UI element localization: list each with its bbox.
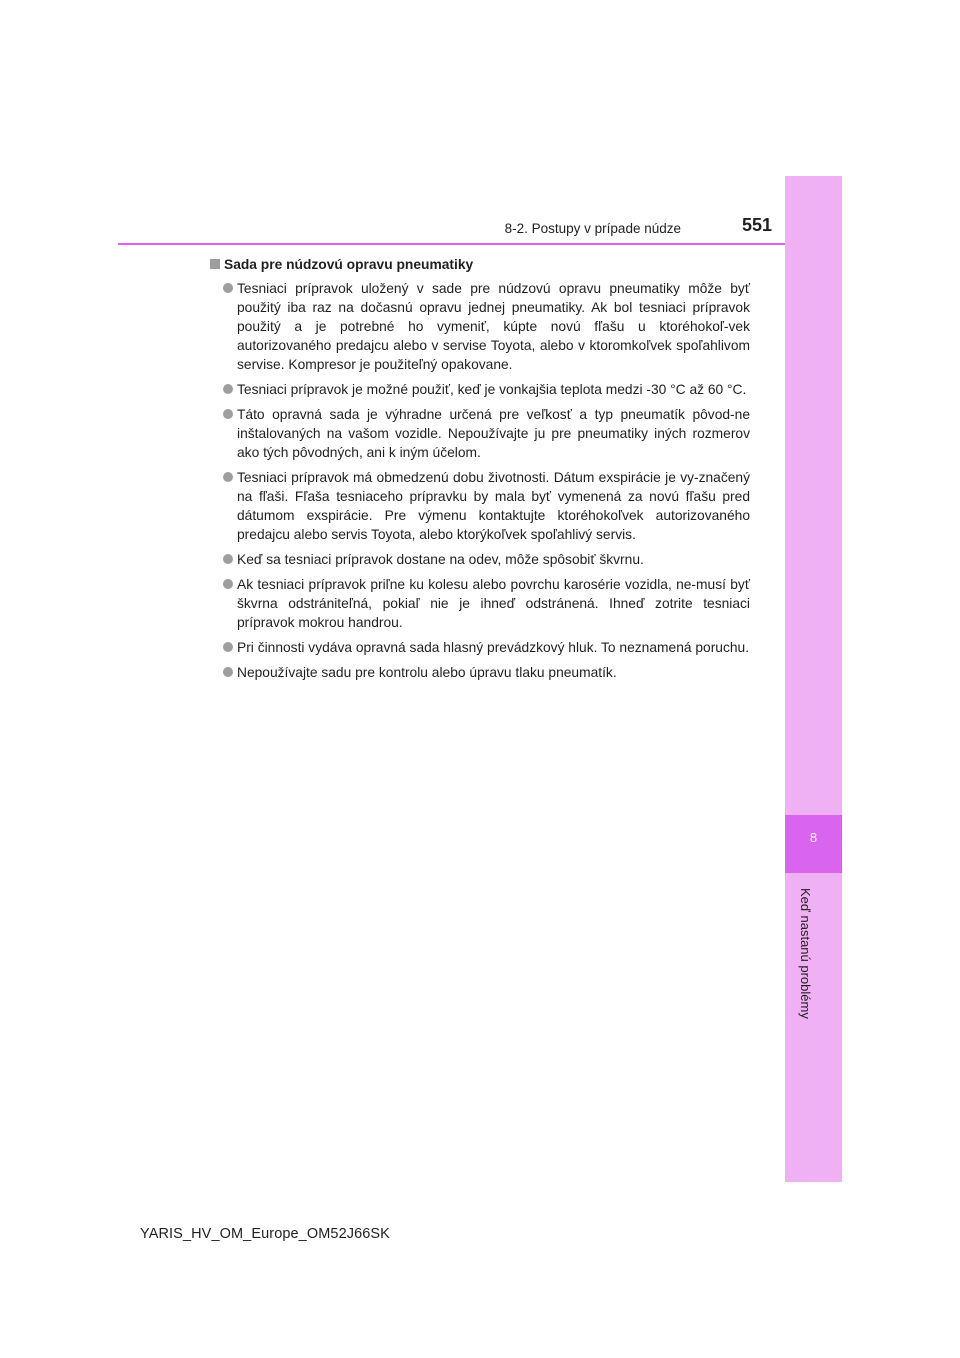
chapter-side-tab xyxy=(785,176,842,1182)
circle-bullet-icon xyxy=(223,409,233,419)
list-item-text: Nepoužívajte sadu pre kontrolu alebo úpravu tlaku pneumatík. xyxy=(237,665,617,680)
list-item xyxy=(210,575,750,632)
list-item-text: Tesniaci prípravok má obmedzenú dobu životnosti. Dátum exspirácie je vy-značený na fľaši. Fľaša tesniaceho prípravku by mala byť vymenená za novú fľašu pred dátumom exspirácie. Pre výmenu kontaktujte ktoréhokoľvek autorizovaného predajcu alebo servis Toyota, alebo ktorýkoľvek spoľahlivý servis. xyxy=(237,470,750,542)
list-item xyxy=(210,468,750,544)
list-item-text: Pri činnosti vydáva opravná sada hlasný prevádzkový hluk. To neznamená poruchu. xyxy=(237,640,750,655)
list-item-text: Keď sa tesniaci prípravok dostane na odev, môže spôsobiť škvrnu. xyxy=(237,552,644,567)
list-item xyxy=(210,279,750,374)
list-item-text: Ak tesniaci prípravok priľne ku kolesu alebo povrchu karosérie vozidla, ne-musí byť škvrna odstrániteľná, pokiaľ nie je ihneď odstránená. Ihneď zotrite tesniaci prípravok mokrou handrou. xyxy=(237,577,750,630)
main-content xyxy=(210,255,750,688)
header-divider xyxy=(118,243,785,245)
list-item-text: Tesniaci prípravok uložený v sade pre núdzovú opravu pneumatiky môže byť použitý iba raz na dočasnú opravu jednej pneumatiky. Ak bol tesniaci prípravok použitý a je potrebné ho vymeniť, kúpte novú fľašu u ktoréhokoľ-vek autorizovaného predajcu alebo v servise Toyota, alebo v ktoromkoľvek spoľahlivom servise. Kompresor je použiteľný opakovane. xyxy=(237,281,750,372)
square-bullet-icon xyxy=(210,259,220,269)
list-item xyxy=(210,663,750,682)
circle-bullet-icon xyxy=(223,472,233,482)
circle-bullet-icon xyxy=(223,283,233,293)
list-item xyxy=(210,638,750,657)
circle-bullet-icon xyxy=(223,579,233,589)
list-item xyxy=(210,550,750,569)
bullet-list xyxy=(210,279,750,682)
circle-bullet-icon xyxy=(223,384,233,394)
circle-bullet-icon xyxy=(223,554,233,564)
circle-bullet-icon xyxy=(223,642,233,652)
circle-bullet-icon xyxy=(223,667,233,677)
chapter-label: Keď nastanú problémy xyxy=(798,888,813,1019)
section-heading-text: Sada pre núdzovú opravu pneumatiky xyxy=(224,257,474,272)
list-item xyxy=(210,405,750,462)
page-number: 551 xyxy=(741,215,772,235)
list-item-text: Táto opravná sada je výhradne určená pre veľkosť a typ pneumatík pôvod-ne inštalovaných na vašom vozidle. Nepoužívajte ju pre pneumatiky iných rozmerov ako tých pôvodných, ani k iným účelom. xyxy=(237,407,750,460)
list-item-text: Tesniaci prípravok je možné použiť, keď je vonkajšia teplota medzi -30 °C až 60 °C. xyxy=(237,382,747,397)
list-item xyxy=(210,380,750,399)
section-heading xyxy=(210,255,750,274)
chapter-number: 8 xyxy=(809,830,818,845)
header-section-title: 8-2. Postupy v prípade núdze xyxy=(504,221,681,236)
footer-document-id: YARIS_HV_OM_Europe_OM52J66SK xyxy=(140,1226,390,1242)
